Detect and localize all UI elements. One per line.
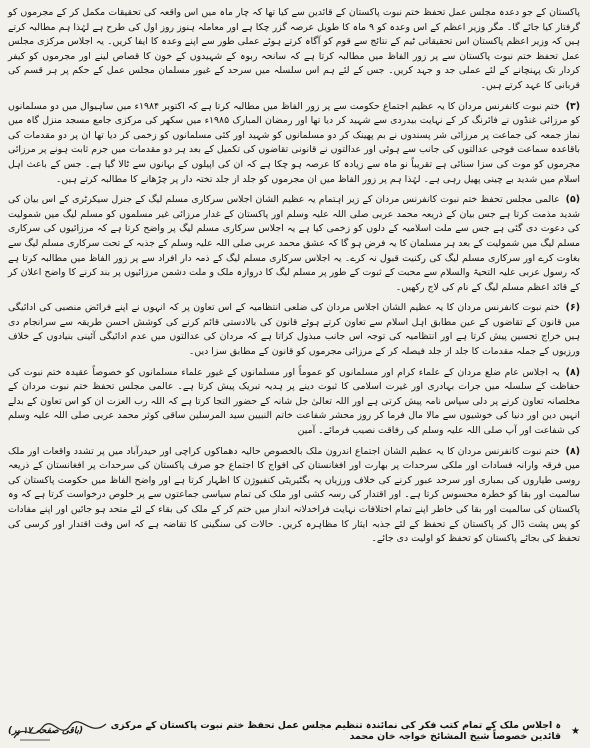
paragraph-6 bbox=[8, 301, 580, 359]
star-icon: ★ bbox=[571, 725, 580, 737]
paragraph-8b-text: ختم نبوت کانفرنس مردان کا یہ عظیم الشان اجتماع اندرون ملک بالخصوص حالیہ دھماکوں کراچی اور حیدرآباد میں پر تشدد واقعات اور ملک میں فرقہ وارانہ فسادات اور ملکی سرحدات پر بھارت اور افغانستان کی افواج کا اجتماع جو صرف پاکستان کی سرحدات پر افغانستان کے ذریعہ روسی طیاروں کی بمباری اور سرحد عبور کرنے کی خلاف ورزیاں پہ بگٹیریٹی کنفیوژن کا اظہار کرتا ہے اور واضح الفاظ میں حکومت پاکستان کی سالمیت اور بقا کو خطرہ محسوس کرتا ہے۔ اور اقتدار کی رسہ کشی اور ملک کی تمام سیاسی جماعتوں سے پر خلوص درخواست کرتا ہے کہ وہ پاکستان کی سالمیت اور بقا کی خاطر اپنے تمام اختلافات نہایت فراخدلانہ انداز میں ختم کر کے ملک کی بقاء کے لئے متحد ہو جائیں اور اپنے مفادات کو پس پشت ڈال کر پاکستان کے تحفظ کے لئے جذبہ ایثار کا مظاہرہ کریں۔ حالات کی سنگینی کا تقاضہ ہے کہ اس وقت اقتدار اور کرسی کی تحفظ کی بجائے پاکستان کو تحفظ کو اولیت دی جائے۔ bbox=[8, 445, 580, 545]
paragraph-number: (۵) bbox=[565, 194, 580, 206]
paragraph-number: (۸) bbox=[565, 366, 580, 378]
footer-note: ہ اجلاس ملک کے تمام کتب فکر کی نمائندہ تنظیم مجلس عمل تحفظ ختم نبوت پاکستان کے مرکزی قائدین خصوصاً شیخ المشائخ خواجہ خان محمد bbox=[110, 720, 562, 742]
paragraph-number: (۳) bbox=[565, 100, 581, 112]
paragraph-6-text: ختم نبوت کانفرنس مردان کا یہ عظیم الشان اجلاس مردان کی ضلعی انتظامیہ کے اس تعاون پر کہ انہوں نے اپنے فرائض منصبی کی ادائیگی میں قانون کے تقاضوں کے عین مطابق اہل اسلام سے تعاون کرتے ہوئے قانون کی بالادستی قائم کرنے کی کوشش احسن طریقہ سے سرانجام دی ہیں خراج تحسین پیش کرتا ہے اور انتظامیہ کی توجہ اس جانب مبذول کراتا ہے کہ مردان کی عدالتوں میں عدم ادائیگی آئینی بنیادوں کے خلاف ورزیوں کے جملہ مقدمات کا جلد از جلد فیصلہ کر کے مرزائی مجرموں کو قانون کے مطابق سزا دیں۔ bbox=[8, 302, 580, 358]
paragraph-number: (۶) bbox=[565, 302, 580, 314]
paragraph-8b bbox=[8, 445, 580, 547]
continued-note: (باقی صفحہ ۱۷ پر) bbox=[8, 726, 84, 736]
paragraph-number: (۸) bbox=[565, 445, 580, 457]
paragraph-3-text: ختم نبوت کانفرنس مردان کا یہ عظیم اجتماع حکومت سے پر زور الفاظ میں مطالبہ کرتا ہے کہ اکتوبر ۱۹۸۴ء میں ساہیوال میں دو مسلمانوں کو مرزائی غنڈوں نے فائرنگ کر کے نہایت بیدردی سے شہید کر دیا تھا اور رمضان المبارک ۱۹۸۵ء میں سکھر کی مرکزی جامع مسجد منزل گاہ میں نماز جمعہ کی جماعت پر مرزائی شر پسندوں نے بم پھینک کر دو مسلمانوں کو شہید اور کئی مسلمانوں کو زخمی کر دیا تھا ان پر دو مقدمات کی باقاعدہ سماعت فوجی عدالتوں کی جانب سے ہوئی اور عدالتوں نے قانونی تقاضوں کی تکمیل کے بعد ہر دو مقدمات میں جرم ثابت ہونے پر مرزائی مجرموں کو موت کی سزا سنائی ہے تقریباً نو ماہ سے زیادہ کا عرصہ ہو چکا ہے کہ ان کی اپیلوں کے بہانوں سے ٹالا گیا ہے۔ جس کے باعث اہل اسلام میں شدید بے چینی پھیل رہی ہے۔ لہٰذا ہم پر زور الفاظ میں ان مجرموں کو جلد از جلد تختہ دار پر چڑھانے کا مطالبہ کرتے ہیں۔ bbox=[8, 100, 581, 185]
paragraph-1 bbox=[8, 6, 580, 94]
paragraph-8a-text: یہ اجلاس عام ضلع مردان کے علماء کرام اور مسلمانوں کو عموماً اور مسلمانوں کے غیور علماء مسلمانوں کو خصوصاً عقیدہ ختم نبوت کی حفاظت کے سلسلہ میں جرات بہادری اور غیرت اسلامی کا ثبوت دینے پر ہدیہ تبریک پیش کرتا ہے۔ عالمی مجلس تحفظ ختم نبوت مردان کے مخلصانہ تعاون کرنے پر دلی سپاس نامہ پیش کرتی ہے اور اللہ تعالیٰ جل شانہ کے حضور التجا کرتا ہے کہ اللہ رب العزت ان کو اس تعاون کے بدلے انہیں دین اور دنیا کی خوشیوں سے مالا مال فرما کر روز محشر شفاعت خاتم النبیین سید المرسلین ساقی کوثر محمد عربی صلی اللہ علیہ وسلم کی شفاعت اور آپ صلی اللہ علیہ وسلم کی رفاقت نصیب فرمائے۔ آمین bbox=[8, 366, 580, 437]
paragraph-5-text: عالمی مجلس تحفظ ختم نبوت کانفرنس مردان کے زیر اہتمام یہ عظیم الشان اجلاس سرکاری مسلم لیگ کے جنرل سیکرٹری کے اس بیان کی شدید مذمت کرتا ہے جس بیان کے ذریعہ محمد عربی صلی اللہ علیہ وسلم اور پاکستان کے غدار مرزائی غیر مسلموں کو مسلم لیگ میں شمولیت کی دعوت دی گئی ہے جس سے ملت اسلامیہ کے دلوں کو زخمی کیا ہے یہ اجلاس سرکاری مسلم لیگ پر واضح کرتا ہے کہ مرزائیوں کی سرکاری مسلم لیگ میں شمولیت کے بعد ہر مسلمان کا یہ فرض ہو گا کہ عشق محمد عربی صلی اللہ علیہ وسلم کے جذبہ کے تحت سرکاری مسلم لیگ سے بغاوت کرے اور سرکاری مسلم لیگ کی رکنیت قبول نہ کرے۔ یہ اجلاس سرکاری مسلم لیگ کے ذمہ دار افراد سے پر زور الفاظ میں مطالبہ کرتا ہے کہ رسول عربی علیہ التحیۃ والسلام سے محبت کے ثبوت کے طور پر مسلم لیگ کا دروازہ ملک و ملت دشمن مرزائیوں پر بند کرنے کا واضح اعلان کر کے قائد اعظم مسلم لیگ کے نام کی لاج رکھیں۔ bbox=[8, 194, 580, 293]
signature-icon bbox=[10, 718, 110, 744]
paragraph-1-text: پاکستان کے جو دعدہ مجلس عمل تحفظ ختم نبوت پاکستان کے قائدین سے کیا تھا کہ چار ماہ میں اس واقعہ کی تحقیقات مکمل کر کے مجرموں کو گرفتار کیا جائے گا۔ مگر وزیر اعظم کے اس وعدہ کو ۹ ماہ کا طویل عرصہ گزر چکا ہے اور معاملہ ہنوز روز اول کی طرح ہے لہٰذا ہم مطالبہ کرتے ہیں کہ وزیر اعظم پاکستان اس تحقیقاتی ٹیم کے نتائج سے قوم کو آگاہ کرتے ہوئے عملی طور سے اپنے وعدہ کا ایفا کریں۔ یہ اجلاس مرکزی مجلس عمل تحفظ ختم نبوت پاکستان سے پر زور الفاظ میں مطالبہ کرتا ہے کہ سانحہ ربوہ کے شہیدوں کے خون کا قصاص لینے اور مجرموں کو کیفر کردار تک پہنچانے کے لئے عملی جد و جہد کریں۔ جس کے لئے ہم اس سلسلہ میں سرحد کے غیور مسلمان مجلس عمل کے حکم پر ہر قسم کی قربانی کا عہد کرتے ہیں۔ bbox=[8, 7, 580, 91]
paragraph-3 bbox=[8, 100, 580, 188]
paragraph-5 bbox=[8, 193, 580, 295]
paragraph-8a bbox=[8, 366, 580, 439]
